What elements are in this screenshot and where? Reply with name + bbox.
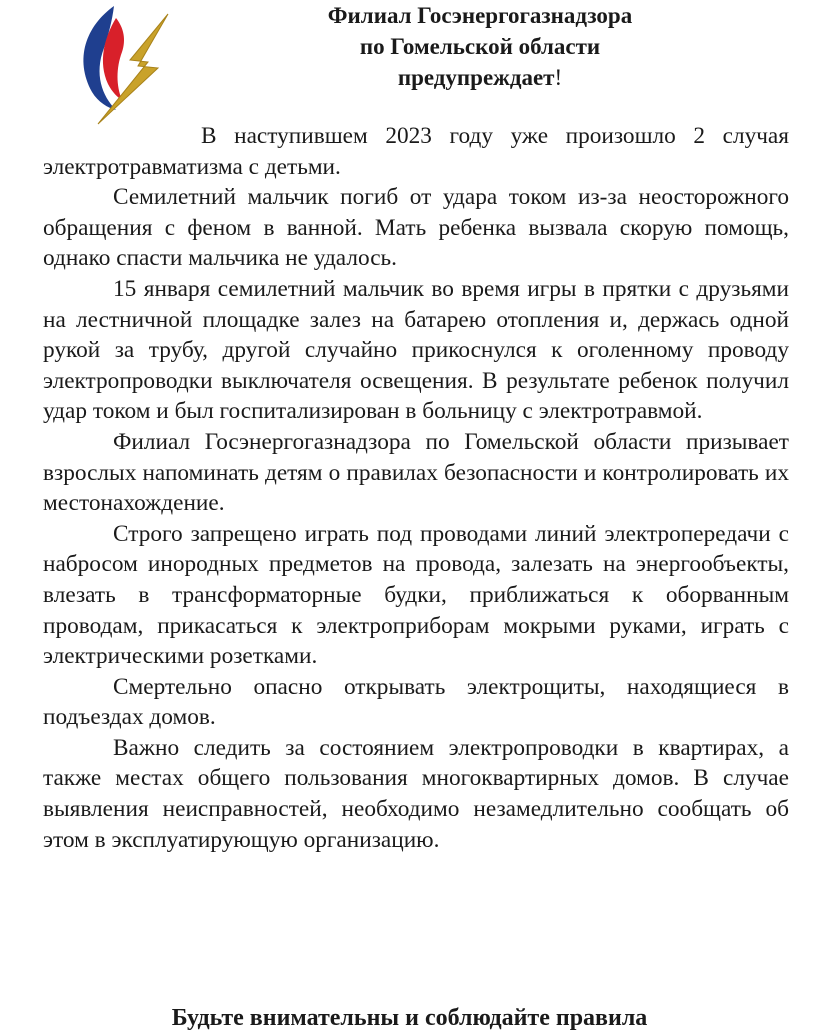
paragraph-intro: В наступившем 2023 году уже произошло 2 случая электротравматизма с детьми. <box>43 123 789 180</box>
title-exclamation: ! <box>554 65 563 90</box>
document-body <box>43 121 789 855</box>
paragraph-wiring: Важно следить за состоянием электропроводки в квартирах, а также местах общего пользования многоквартирных домов. В случае выявления неисправностей, необходимо незамедлительно сообщать об этом в эксплуатирующую организацию. <box>43 734 789 853</box>
paragraph-prohibitions: Строго запрещено играть под проводами линий электропередачи с набросом инородных предметов на провода, залезать на энергообъекты, влезать в трансформаторные будки, приближаться к оборванным проводам, прикасаться к электроприборам мокрыми руками, играть с электрическими розетками. <box>43 520 789 670</box>
title-line-3-text: предупреждает <box>397 65 555 90</box>
paragraph-case-1: Семилетний мальчик погиб от удара током из-за неосторожного обращения с феном в ванной. Мать ребенка вызвала скорую помощь, однако спасти мальчика не удалось. <box>43 184 789 272</box>
paragraph-danger: Смертельно опасно открывать электрощиты, находящиеся в подъездах домов. <box>43 673 789 731</box>
page-title <box>180 0 780 93</box>
paragraph-appeal: Филиал Госэнергогазнадзора по Гомельской области призывает взрослых напоминать детям о правилах безопасности и контролировать их местонахождение. <box>43 428 789 517</box>
footer-slogan: Будьте внимательны и соблюдайте правила <box>171 1005 648 1031</box>
title-line-3 <box>180 62 780 93</box>
lightning-flame-logo-icon <box>64 4 174 128</box>
title-line-1: Филиал Госэнергогазнадзора <box>327 3 633 28</box>
title-line-2: по Гомельской области <box>359 34 601 59</box>
paragraph-case-2: 15 января семилетний мальчик во время игры в прятки с друзьями на лестничной площадке залез на батарею отопления и, держась одной рукой за трубу, другой случайно прикоснулся к оголенному проводу электропроводки выключателя освещения. В результате ребенок получил удар током и был госпитализирован в больницу с электротравмой. <box>43 275 789 425</box>
